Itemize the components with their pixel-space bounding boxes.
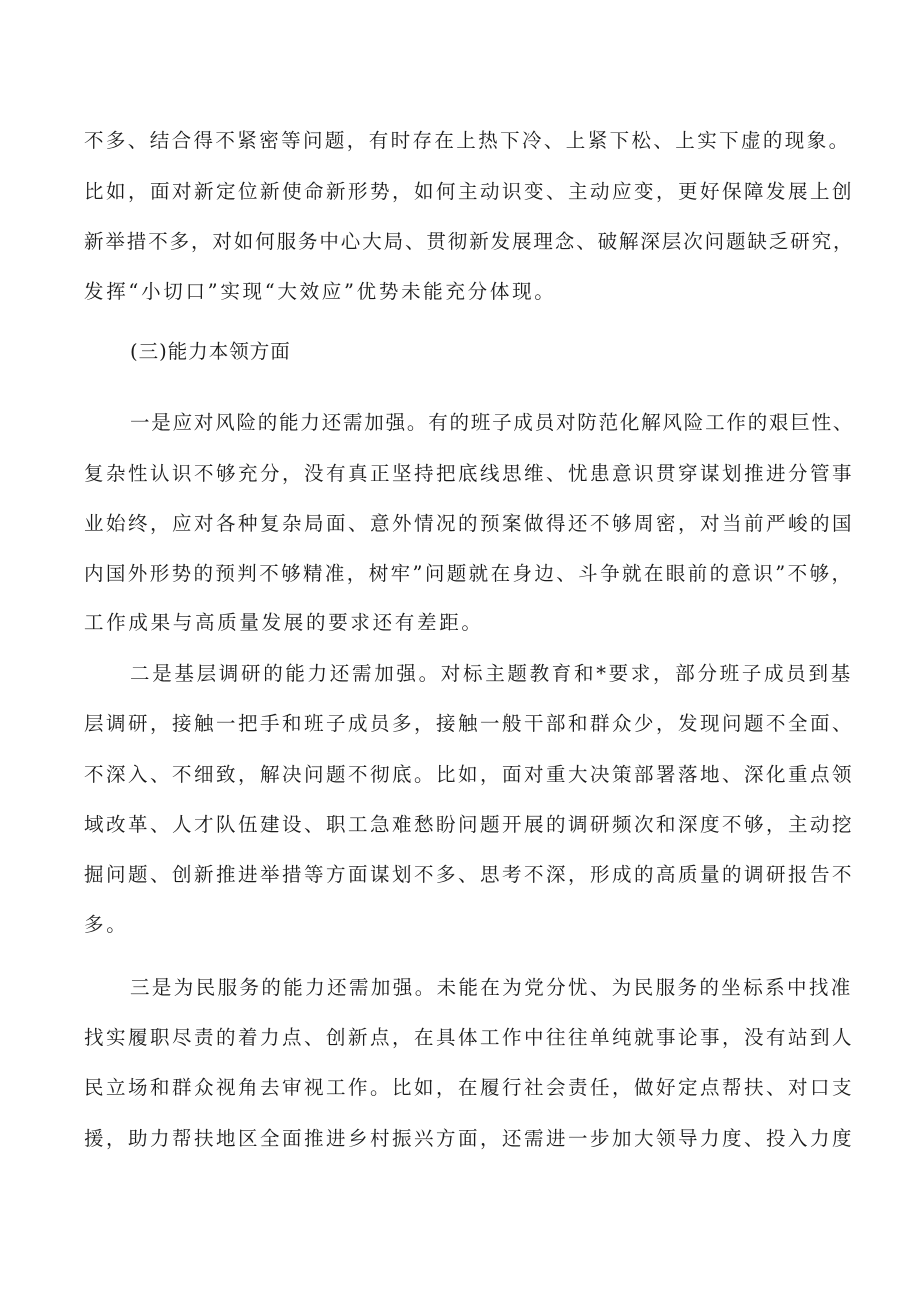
text-line: 民立场和群众视角去审视工作。比如，在履行社会责任，做好定点帮扶、对口支: [84, 1076, 855, 1099]
text-line: 不多、结合得不紧密等问题，有时存在上热下冷、上紧下松、上实下虚的现象。: [84, 129, 851, 152]
text-line: 复杂性认识不够充分，没有真正坚持把底线思维、忧患意识贯穿谋划推进分管事: [84, 462, 855, 485]
text-line: 工作成果与高质量发展的要求还有差距。: [84, 611, 484, 634]
text-line: 不深入、不细致，解决问题不彻底。比如，面对重大决策部署落地、深化重点领: [84, 763, 855, 786]
paragraph-first-line: 二是基层调研的能力还需加强。对标主题教育和*要求，部分班子成员到基: [130, 662, 853, 685]
text-line: 援，助力帮扶地区全面推进乡村振兴方面，还需进一步加大领导力度、投入力度: [84, 1127, 855, 1150]
text-line: 发挥“小切口”实现“大效应”优势未能充分体现。: [84, 280, 557, 303]
text-line: 业始终，应对各种复杂局面、意外情况的预案做得还不够周密，对当前严峻的国: [84, 512, 855, 535]
text-line: 域改革、人才队伍建设、职工急难愁盼问题开展的调研频次和深度不够，主动挖: [84, 813, 855, 836]
text-line: 多。: [84, 913, 129, 936]
text-line: 内国外形势的预判不够精准，树牢”问题就在身边、斗争就在眼前的意识”不够，: [84, 562, 854, 585]
paragraph-first-line: 一是应对风险的能力还需加强。有的班子成员对防范化解风险工作的艰巨性、: [130, 411, 855, 434]
text-line: 掘问题、创新推进举措等方面谋划不多、思考不深，形成的高质量的调研报告不: [84, 863, 855, 886]
text-line: 比如，面对新定位新使命新形势，如何主动识变、主动应变，更好保障发展上创: [84, 180, 855, 203]
text-line: 层调研，接触一把手和班子成员多，接触一般干部和群众少，发现问题不全面、: [84, 712, 855, 735]
text-line: 找实履职尽责的着力点、创新点，在具体工作中往往单纯就事论事，没有站到人: [84, 1026, 855, 1049]
text-line: 新举措不多，对如何服务中心大局、贯彻新发展理念、破解深层次问题缺乏研究，: [84, 230, 855, 253]
section-heading: (三)能力本领方面: [130, 340, 291, 363]
paragraph-first-line: 三是为民服务的能力还需加强。未能在为党分忧、为民服务的坐标系中找准: [130, 976, 853, 999]
